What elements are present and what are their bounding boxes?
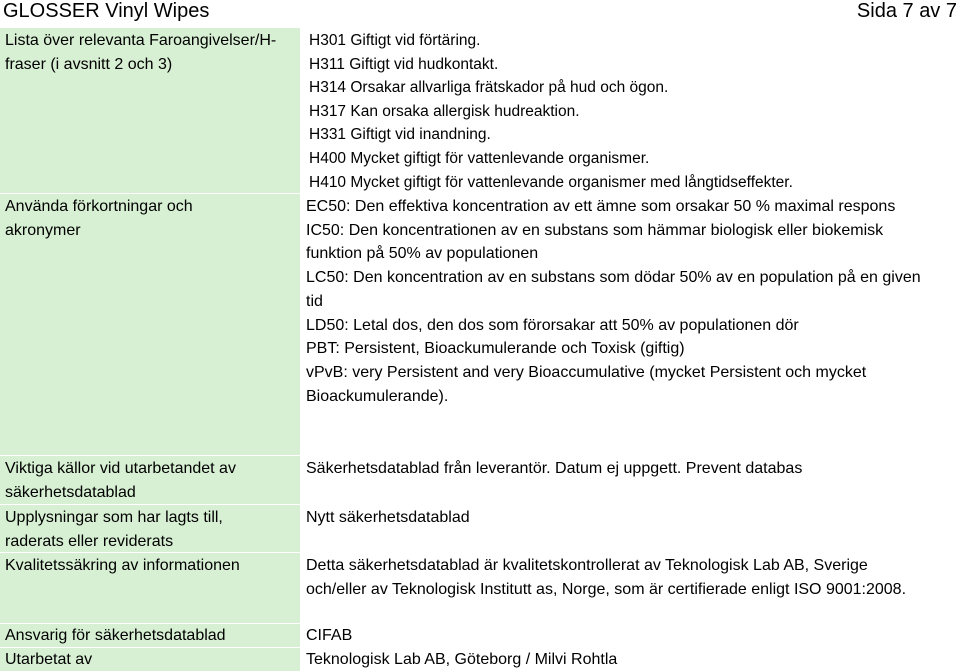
row-label — [0, 194, 300, 455]
row-value — [300, 553, 960, 623]
table-row — [0, 28, 960, 193]
abbreviation: LD50: Letal dos, den dos som förorsakar att 50% av populationen dör — [306, 316, 799, 334]
abbreviation: LC50: Den koncentration av en substans som dödar 50% av en population på en given tid — [306, 269, 921, 310]
row-label-text: Kvalitetssäkring av informationen — [5, 557, 240, 574]
row-label-text: Viktiga källor vid utarbetandet av säkerhetsdatablad — [5, 460, 236, 501]
row-value — [300, 194, 960, 455]
h-phrase: H311 Giftigt vid hudkontakt. — [309, 55, 499, 73]
row-value — [300, 648, 960, 671]
document-title: GLOSSER Vinyl Wipes — [3, 0, 210, 22]
row-value — [300, 28, 960, 193]
row-value-text: Säkerhetsdatablad från leverantör. Datum ej uppgett. Prevent databas — [306, 460, 803, 477]
table-row — [0, 505, 960, 552]
abbreviation: IC50: Den koncentrationen av en substans som hämmar biologisk eller biokemisk funktion på 50% av populationen — [306, 221, 884, 263]
row-label — [0, 456, 300, 504]
row-label — [0, 28, 300, 193]
h-phrase: H314 Orsakar allvarliga frätskador på hud och ögon. — [309, 79, 669, 97]
table-row — [0, 648, 960, 671]
table-row — [0, 553, 960, 623]
abbreviation: vPvB: very Persistent and very Bioaccumulative (mycket Persistent och mycket Bioackumulerande). — [306, 363, 867, 405]
row-label-text: Ansvarig för säkerhetsdatablad — [5, 627, 226, 644]
table-row — [0, 624, 960, 647]
row-value — [300, 624, 960, 647]
abbreviation: EC50: Den effektiva koncentration av ett ämne som orsakar 50 % maximal respons — [306, 198, 896, 215]
row-label-text: Lista över relevanta Faroangivelser/H-fraser (i avsnitt 2 och 3) — [5, 32, 277, 73]
row-value-text: Detta säkerhetsdatablad är kvalitetskontrollerat av Teknologisk Lab AB, Sverige och/eller av Teknologisk Institutt as, Norge, som är certifierade enligt ISO 9001:2008. — [306, 557, 907, 598]
table-row — [0, 194, 960, 455]
h-phrase: H331 Giftigt vid inandning. — [309, 126, 491, 144]
row-value — [300, 505, 960, 552]
row-label-text: Använda förkortningar och akronymer — [5, 198, 193, 239]
table-row — [0, 456, 960, 504]
row-label — [0, 624, 300, 647]
row-value — [300, 456, 960, 504]
row-value-text: Nytt säkerhetsdatablad — [306, 509, 470, 526]
row-value-text: CIFAB — [306, 627, 353, 644]
document-header — [0, 0, 960, 25]
abbreviation: PBT: Persistent, Bioackumulerande och Toxisk (giftig) — [306, 340, 685, 358]
h-phrase: H301 Giftigt vid förtäring. — [309, 32, 481, 49]
row-label — [0, 648, 300, 671]
row-value-text: Teknologisk Lab AB, Göteborg / Milvi Rohtla — [306, 651, 618, 668]
h-phrase: H410 Mycket giftigt för vattenlevande organismer med långtidseffekter. — [309, 173, 793, 191]
row-label-text: Upplysningar som har lagts till, raderats eller reviderats — [5, 509, 223, 550]
page-number: Sida 7 av 7 — [856, 0, 957, 22]
row-label-text: Utarbetat av — [5, 651, 93, 668]
h-phrase: H400 Mycket giftigt för vattenlevande organismer. — [309, 149, 650, 167]
h-phrase: H317 Kan orsaka allergisk hudreaktion. — [309, 102, 580, 120]
row-label — [0, 505, 300, 552]
row-label — [0, 553, 300, 623]
